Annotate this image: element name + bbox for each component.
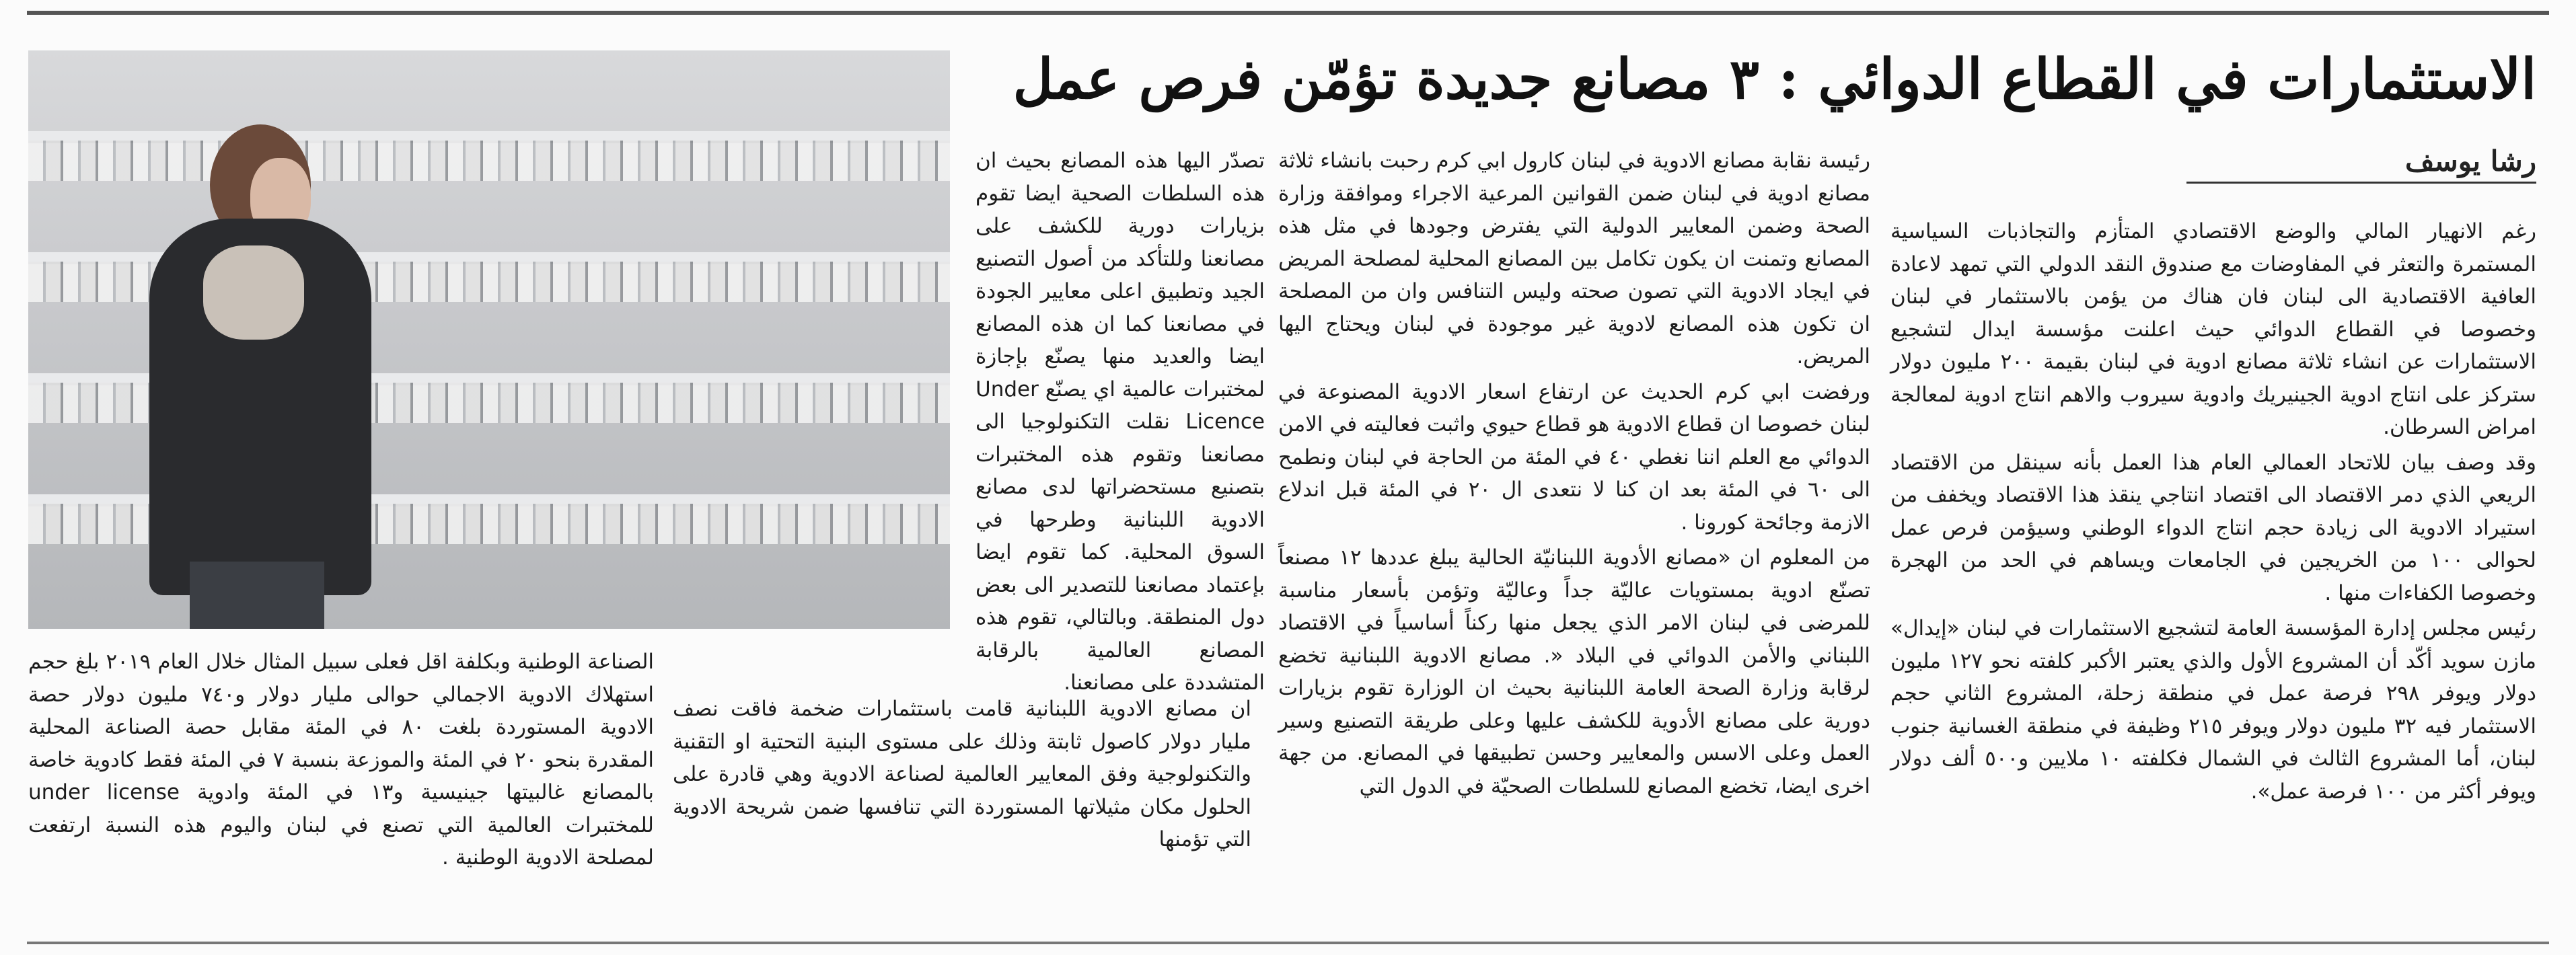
article-column-2: [1278, 145, 1870, 802]
paragraph: الصناعة الوطنية وبكلفة اقل فعلى سبيل المثال خلال العام ٢٠١٩ بلغ حجم استهلاك الادوية الاجمالي حوالى مليار دولار و٧٤٠ مليون دولار حصة الادوية المستوردة بلغت ٨٠ في المئة مقابل حصة الصناعة المحلية المقدرة بنحو ٢٠ في المئة والموزعة بنسبة ٧ في المئة فقط كادوية خاصة بالمصانع غالبيتها جينيسية و١٣ في المئة وادوية under license للمختبرات العالمية التي تصنع في لبنان واليوم هذه النسبة ارتفعت لمصلحة الادوية الوطنية .: [28, 650, 655, 870]
paragraph: وقد وصف بيان للاتحاد العمالي العام هذا العمل بأنه سينقل من الاقتصاد الريعي الذي دمر الاقتصاد الى اقتصاد انتاجي ينقذ هذا الاقتصاد ويخفف من استيراد الادوية الى زيادة حجم انتاج الدواء الوطني وسيؤمن فرص عمل لحوالى ١٠٠ من الخريجين في الجامعات ويساهم في الحد من الهجرة وخصوصا الكفاءات منها .: [1890, 450, 2536, 605]
woman-scarf: [203, 245, 304, 340]
paragraph: رئيسة نقابة مصانع الادوية في لبنان كارول ابي كرم رحبت بانشاء ثلاثة مصانع ادوية في لبنان ضمن القوانين المرعية الاجراء وموافقة وزارة الصحة وضمن المعايير الدولية التي يفترض وجودها في مثل هذه المصانع وتمنت ان يكون تكامل بين المصانع المحلية لمصلحة المريض في ايجاد الادوية التي تصون صحته وليس التنافس وان من المصلحة ان تكون هذه المصانع لادوية غير موجودة في لبنان ويحتاج اليها المريض.: [1278, 149, 1870, 369]
woman-legs: [190, 562, 324, 629]
article-column-3: [976, 145, 1265, 699]
paragraph: ورفضت ابي كرم الحديث عن ارتفاع اسعار الادوية المصنوعة في لبنان خصوصا ان قطاع الادوية هو قطاع حيوي واثبت فعاليته في الامن الدوائي مع العلم اننا نغطي ٤٠ في المئة من الحاجة في لبنان ونطمح الى ٦٠ في المئة بعد ان كنا لا نتعدى ال ٢٠ في المئة قبل اندلاع الازمة وجائحة كورونا .: [1278, 379, 1870, 535]
shelf-products: [28, 141, 950, 181]
article-column-5: [28, 646, 654, 874]
bottom-rule: [27, 942, 2549, 944]
paragraph: من المعلوم ان «مصانع الأدوية اللبنانيّة الحالية يبلغ عددها ١٢ مصنعاً تصنّع ادوية بمستويات عاليّة جداً وعاليّة وتؤمن بأسعار مناسبة للمرضى في لبنان الامر الذي يجعل منها ركناً أساسياً في الاقتصاد اللبناني والأمن الدوائي في البلاد «. مصانع الادوية اللبنانية تخضع لرقابة وزارة الصحة العامة اللبنانية بحيث ان الوزارة تقوم بزيارات دورية على مصانع الأدوية للكشف عليها وعلى طريقة التصنيع وسير العمل وعلى الاسس والمعايير وحسن تطبيقها في المصانع. من جهة اخرى ايضا، تخضع المصانع للسلطات الصحيّة في الدول التي: [1278, 545, 1870, 798]
author-byline: رشا يوسف: [2186, 145, 2536, 184]
top-rule: [27, 11, 2549, 15]
article-photo: [28, 50, 950, 629]
article-column-4: [673, 693, 1251, 856]
paragraph: رغم الانهيار المالي والوضع الاقتصادي المتأزم والتجاذبات السياسية المستمرة والتعثر في المفاوضات مع صندوق النقد الدولي التي تمهد لاعادة العافية الاقتصادية الى لبنان فان هناك من يؤمن بالاستثمار في لبنان وخصوصا في القطاع الدوائي حيث اعلنت مؤسسة ايدال لتشجيع الاستثمارات عن انشاء ثلاثة مصانع ادوية في لبنان بقيمة ٢٠٠ مليون دولار ستركز على انتاج ادوية الجينيريك وادوية سيروب والاهم انتاج ادوية لمعالجة امراض السرطان.: [1890, 219, 2537, 439]
paragraph: تصدّر اليها هذه المصانع بحيث ان هذه السلطات الصحية ايضا تقوم بزيارات دورية للكشف على مصانعنا وللتأكد من أصول التصنيع الجيد وتطبيق اعلى معايير الجودة في مصانعنا كما ان هذه المصانع ايضا والعديد منها يصنّع بإجازة لمختبرات عالمية اي يصنّع Under Licence نقلت التكنولوجيا الى مصانعنا وتقوم هذه المختبرات بتصنيع مستحضراتها لدى مصانع الادوية اللبنانية وطرحها في السوق المحلية. كما تقوم ايضا بإعتماد مصانعنا للتصدير الى بعض دول المنطقة. وبالتالي، تقوم هذه المصانع العالمية بالرقابة المتشددة على مصانعنا.: [976, 149, 1265, 695]
paragraph: رئيس مجلس إدارة المؤسسة العامة لتشجيع الاستثمارات في لبنان «إيدال» مازن سويد أكّد أن المشروع الأول والذي يعتبر الأكبر كلفته نحو ١٢٧ مليون دولار ويوفر ٢٩٨ فرصة عمل في منطقة زحلة، المشروع الثاني حجم الاستثمار فيه ٣٢ مليون دولار ويوفر ٢١٥ وظيفة في منطقة الغسانية جنوب لبنان، أما المشروع الثالث في الشمال فكلفته ١٠ ملايين و٥٠٠ ألف دولار ويوفر أكثر من ١٠٠ فرصة عمل».: [1890, 616, 2536, 804]
headline: الاستثمارات في القطاع الدوائي : ٣ مصانع جديدة تؤمّن فرص عمل: [1013, 47, 2536, 112]
article-column-1: [1890, 215, 2536, 808]
paragraph: ان مصانع الادوية اللبنانية قامت باستثمارات ضخمة فاقت نصف مليار دولار كاصول ثابتة وذلك على مستوى البنية التحتية او التقنية والتكنولوجية وفق المعايير العالمية لصناعة الادوية وهي قادرة على الحلول مكان مثيلاتها المستوردة التي تنافسها ضمن شريحة الادوية التي تؤمنها: [673, 697, 1251, 851]
